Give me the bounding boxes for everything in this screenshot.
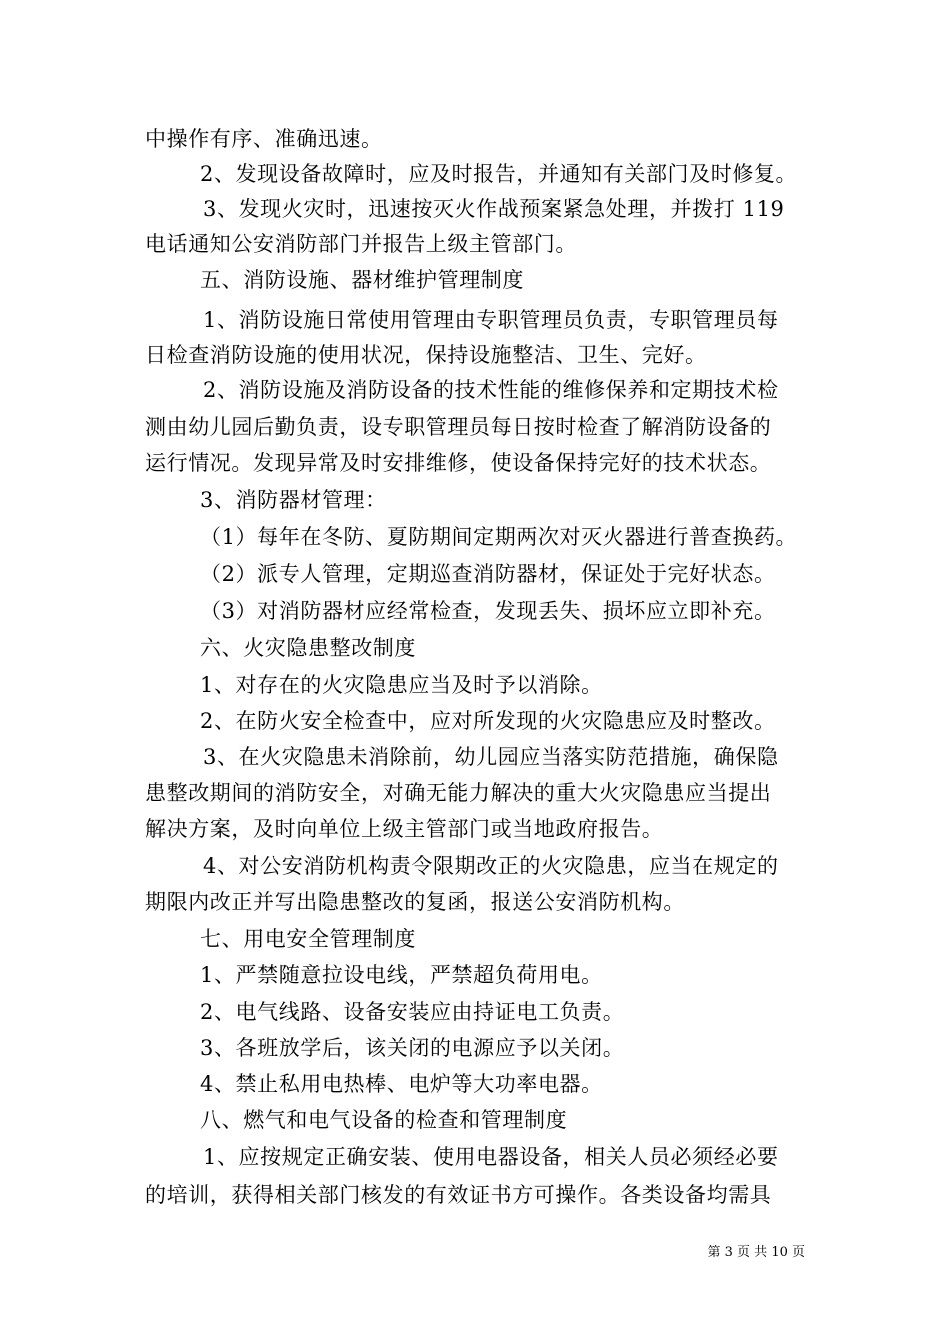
- text-line: （1）每年在冬防、夏防期间定期两次对灭火器进行普查换药。: [200, 525, 798, 549]
- text-line: 2、消防设施及消防设备的技术性能的维修保养和定期技术检: [203, 378, 779, 402]
- text-line: 电话通知公安消防部门并报告上级主管部门。: [145, 232, 577, 256]
- text-line: 1、应按规定正确安装、使用电器设备，相关人员必须经必要: [203, 1145, 779, 1169]
- text-line: 2、电气线路、设备安装应由持证电工负责。: [200, 1000, 625, 1024]
- text-line: 测由幼儿园后勤负责，设专职管理员每日按时检查了解消防设备的: [145, 415, 772, 439]
- text-line: 4、禁止私用电热棒、电炉等大功率电器。: [200, 1072, 603, 1096]
- text-line: 3、发现火灾时，迅速按灭火作战预案紧急处理，并拨打 119: [203, 197, 785, 221]
- text-line: 1、消防设施日常使用管理由专职管理员负责，专职管理员每: [203, 308, 779, 332]
- text-line: 3、在火灾隐患未消除前，幼儿园应当落实防范措施，确保隐: [203, 745, 779, 769]
- text-line: 1、严禁随意拉设电线，严禁超负荷用电。: [200, 963, 603, 987]
- text-line: 的培训，获得相关部门核发的有效证书方可操作。各类设备均需具: [145, 1183, 772, 1207]
- text-line: 2、发现设备故障时，应及时报告，并通知有关部门及时修复。: [200, 162, 798, 186]
- text-line: 期限内改正并写出隐患整改的复函，报送公安消防机构。: [145, 890, 685, 914]
- text-line: 中操作有序、准确迅速。: [145, 127, 383, 151]
- text-line: 2、在防火安全检查中，应对所发现的火灾隐患应及时整改。: [200, 709, 776, 733]
- text-line: 1、对存在的火灾隐患应当及时予以消除。: [200, 673, 603, 697]
- text-line: 解决方案，及时向单位上级主管部门或当地政府报告。: [145, 817, 664, 841]
- text-line: 3、各班放学后，该关闭的电源应予以关闭。: [200, 1036, 625, 1060]
- page-number: 第 3 页 共 10 页: [707, 1245, 805, 1260]
- text-line: （2）派专人管理，定期巡查消防器材，保证处于完好状态。: [200, 562, 776, 586]
- text-line: 运行情况。发现异常及时安排维修，使设备保持完好的技术状态。: [145, 451, 772, 475]
- section-heading: 六、火灾隐患整改制度: [200, 636, 416, 660]
- text-line: 3、消防器材管理：: [200, 488, 387, 512]
- text-line: （3）对消防器材应经常检查，发现丢失、损坏应立即补充。: [200, 599, 776, 623]
- section-heading: 五、消防设施、器材维护管理制度: [200, 268, 524, 292]
- text-line: 日检查消防设施的使用状况，保持设施整洁、卫生、完好。: [145, 343, 707, 367]
- section-heading: 八、燃气和电气设备的检查和管理制度: [200, 1108, 568, 1132]
- text-line: 患整改期间的消防安全，对确无能力解决的重大火灾隐患应当提出: [145, 781, 772, 805]
- section-heading: 七、用电安全管理制度: [200, 927, 416, 951]
- text-line: 4、对公安消防机构责令限期改正的火灾隐患，应当在规定的: [203, 854, 779, 878]
